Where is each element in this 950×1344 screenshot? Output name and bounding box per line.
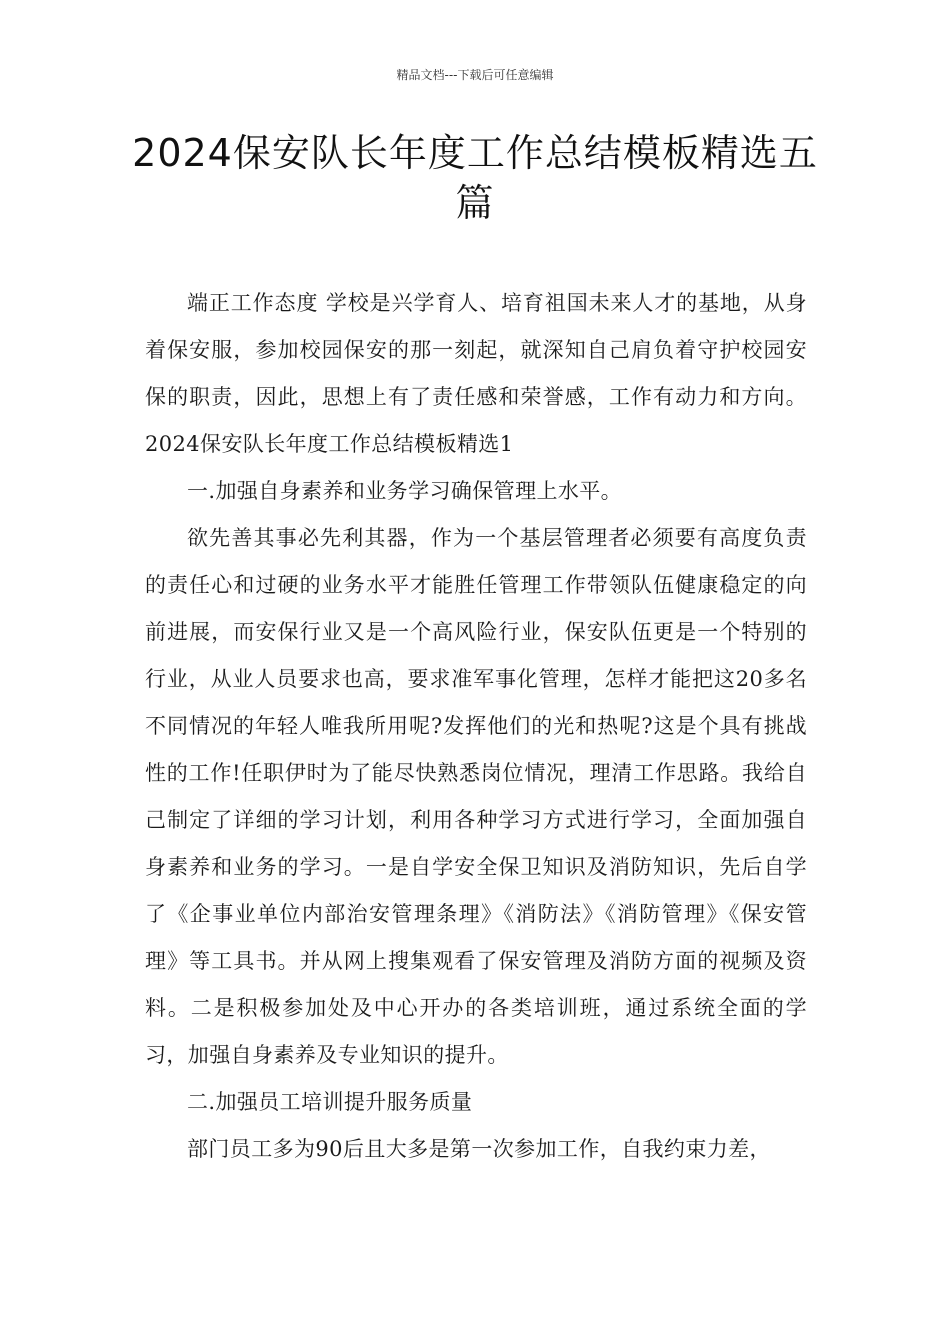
paragraph-section-2: 部门员工多为90后且大多是第一次参加工作，自我约束力差， (187, 1137, 771, 1161)
paragraph-intro: 端正工作态度 学校是兴学育人、培育祖国未来人才的基地，从身着保安服，参加校园保安的那一刻起，就深知自己肩负着守护校园安保的职责，因此，思想上有了责任感和荣誉感，工作有动力和方向。2024保安队长年度工作总结模板精选1 (145, 291, 807, 456)
section-heading-2: 二.加强员工培训提升服务质量 (187, 1090, 473, 1114)
document-title: 2024保安队长年度工作总结模板精选五篇 (132, 131, 818, 225)
paragraph-section-1: 欲先善其事必先利其器，作为一个基层管理者必须要有高度负责的责任心和过硬的业务水平才能胜任管理工作带领队伍健康稳定的向前进展，而安保行业又是一个高风险行业，保安队伍更是一个特别的行业，从业人员要求也高，要求准军事化管理，怎样才能把这20多名不同情况的年轻人唯我所用呢?发挥他们的光和热呢?这是个具有挑战性的工作!任职伊时为了能尽快熟悉岗位情况，理清工作思路。我给自己制定了详细的学习计划，利用各种学习方式进行学习，全面加强自身素养和业务的学习。一是自学安全保卫知识及消防知识，先后自学了《企事业单位内部治安管理条理》《消防法》《消防管理》《保安管理》等工具书。并从网上搜集观看了保安管理及消防方面的视频及资料。二是积极参加处及中心开办的各类培训班，通过系统全面的学习，加强自身素养及专业知识的提升。 (145, 526, 807, 1067)
document-body (145, 280, 807, 1173)
page-header-note: 精品文档---下载后可任意编辑 (396, 68, 554, 82)
section-heading-1: 一.加强自身素养和业务学习确保管理上水平。 (187, 479, 623, 503)
